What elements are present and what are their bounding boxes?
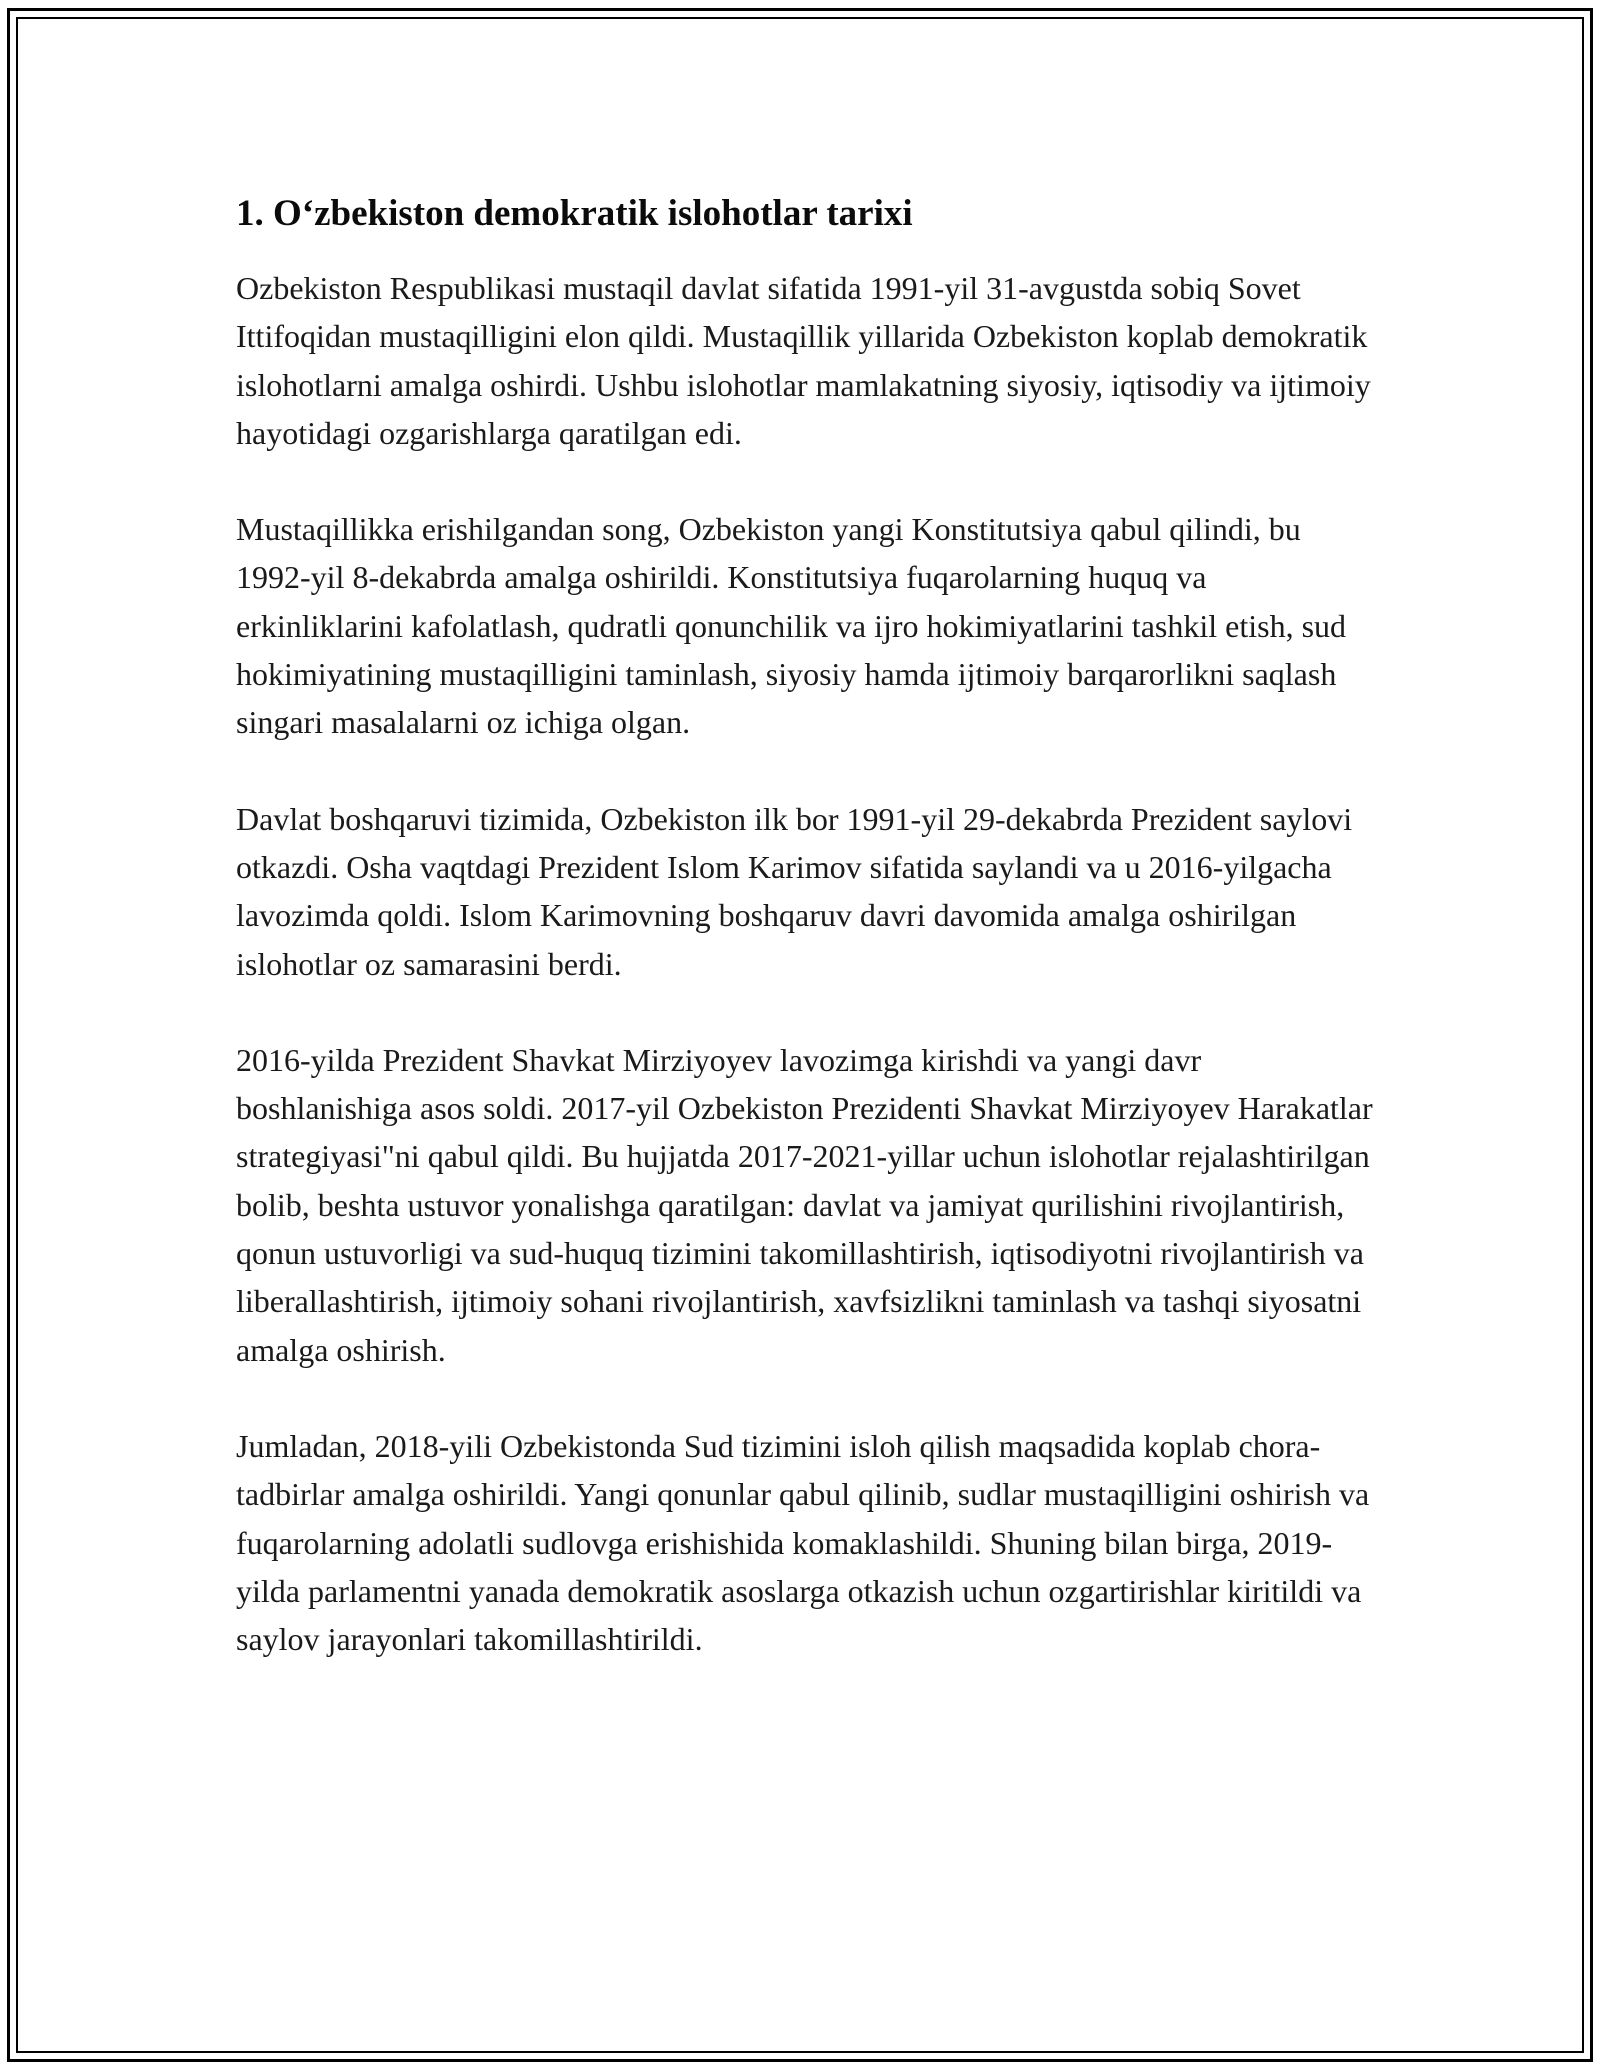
document-title: 1. O‘zbekiston demokratik islohotlar tarixi xyxy=(236,193,913,234)
paragraph-judicial-reform: Jumladan, 2018-yili Ozbekistonda Sud tizimini isloh qilish maqsadida koplab chora-tadbirlar amalga oshirildi. Yangi qonunlar qabul qilinib, sudlar mustaqilligini oshirish va fuqarolarning adolatli sudlovga erishishida komaklashildi. Shuning bilan birga, 2019-yilda parlamentni yanada demokratik asoslarga otkazish uchun ozgartirishlar kiritildi va saylov jarayonlari takomillashtirildi. xyxy=(236,1427,1370,1658)
paragraph-action-strategy: 2016-yilda Prezident Shavkat Mirziyoyev lavozimga kirishdi va yangi davr boshlanishiga asos soldi. 2017-yil Ozbekiston Prezidenti Shavkat Mirziyoyev Harakatlar strategiyasi"ni qabul qildi. Bu hujjatda 2017-2021-yillar uchun islohotlar rejalashtirilgan bolib, beshta ustuvor yonalishga qaratilgan: davlat va jamiyat qurilishini rivojlantirish, qonun ustuvorligi va sud-huquq tizimini takomillashtirish, iqtisodiyotni rivojlantirish va liberallashtirish, ijtimoiy sohani rivojlantirish, xavfsizlikni taminlash va tashqi siyosatni amalga oshirish. xyxy=(236,1041,1373,1368)
paragraph-presidential-election: Davlat boshqaruvi tizimida, Ozbekiston ilk bor 1991-yil 29-dekabrda Prezident saylovi otkazdi. Osha vaqtdagi Prezident Islom Karimov sifatida saylandi va u 2016-yilgacha lavozimda qoldi. Islom Karimovning boshqaruv davri davomida amalga oshirilgan islohotlar oz samarasini berdi. xyxy=(236,800,1353,982)
paragraph-constitution: Mustaqillikka erishilgandan song, Ozbekiston yangi Konstitutsiya qabul qilindi, bu 1992-yil 8-dekabrda amalga oshirildi. Konstitutsiya fuqarolarning huquq va erkinliklarini kafolatlash, qudratli qonunchilik va ijro hokimiyatlarini tashkil etish, sud hokimiyatining mustaqilligini taminlash, siyosiy hamda ijtimoiy barqarorlikni saqlash singari masalalarni oz ichiga olgan. xyxy=(236,511,1347,741)
paragraph-independence: Ozbekiston Respublikasi mustaqil davlat sifatida 1991-yil 31-avgustda sobiq Sovet Ittifoqidan mustaqilligini elon qildi. Mustaqillik yillarida Ozbekiston koplab demokratik islohotlarni amalga oshirdi. Ushbu islohotlar mamlakatning siyosiy, iqtisodiy va ijtimoiy hayotidagi ozgarishlarga qaratilgan edi. xyxy=(236,270,1371,451)
document-body xyxy=(236,186,1376,1663)
